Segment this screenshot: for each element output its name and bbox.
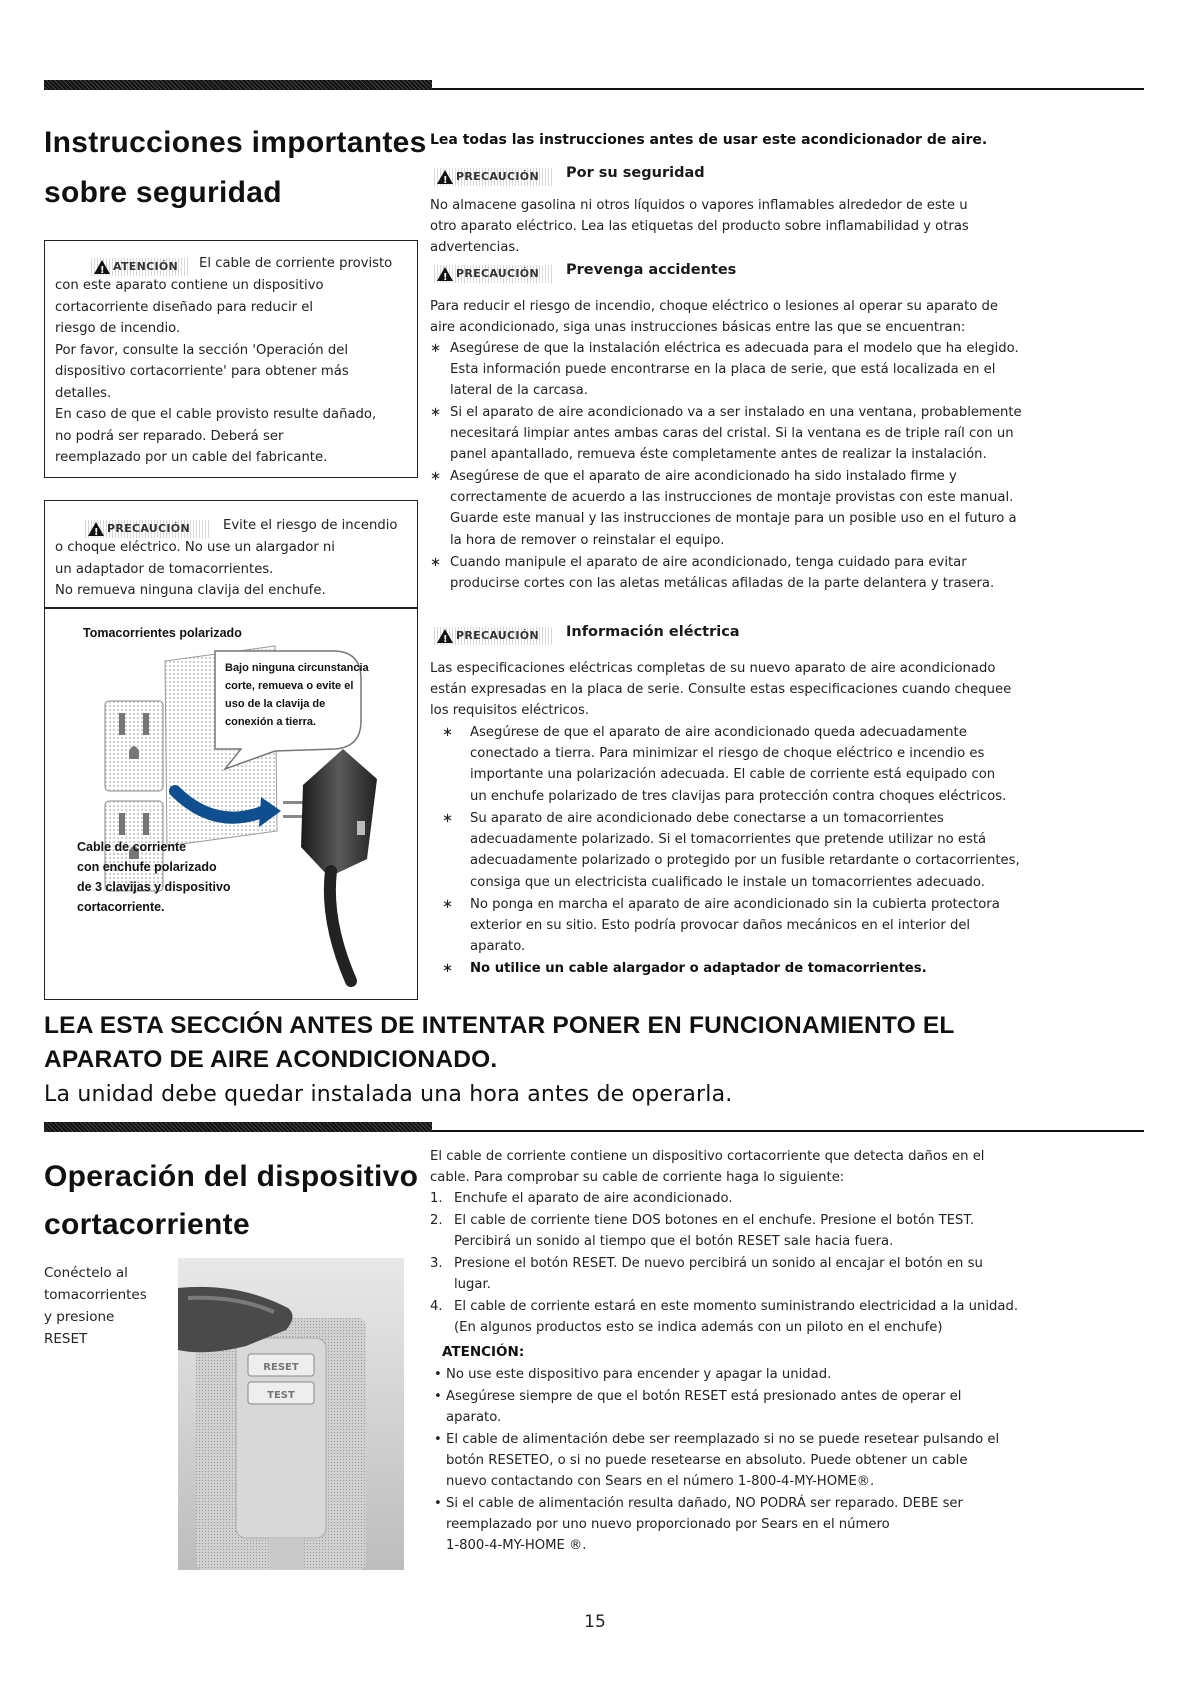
section-title-seguridad-line1: Instrucciones importantes xyxy=(44,126,427,159)
banner-line-1: LEA ESTA SECCIÓN ANTES DE INTENTAR PONER EN FUNCIONAMIENTO EL xyxy=(44,1012,955,1039)
precaucion-badge-1: ! PRECAUCIÓN xyxy=(85,520,211,538)
prevenga-bullet-1: ∗ Asegúrese de que la instalación eléctrica es adecuada para el modelo que ha elegido. Esta información puede encontrarse en la placa de serie, que está localizada en el lateral de la carcasa. xyxy=(430,341,1019,399)
prevenga-intro: Para reducir el riesgo de incendio, choque eléctrico o lesiones al operar su aparato de aire acondicionado, siga unas instrucciones básicas entre las que se encuentran: xyxy=(430,299,998,336)
precaucion-box-text: ! PRECAUCIÓN Evite el riesgo de incendio o choque eléctrico. No use un alargador ni un adaptador de tomacorrientes. No remueva ninguna clavija del enchufe. xyxy=(55,515,411,602)
precaucion-badge-3: ! PRECAUCIÓN xyxy=(434,265,552,283)
warning-icon xyxy=(437,170,453,184)
mid-rule xyxy=(44,1122,1144,1132)
prevenga-bullet-4: ∗ Cuando manipule el aparato de aire acondicionado, tenga cuidado para evitar producirse cortes con las aletas metálicas afiladas de la parte delantera y trasera. xyxy=(430,555,995,592)
info-electrica-bullet-2: ∗ Su aparato de aire acondicionado debe conectarse a un tomacorrientes adecuadamente polarizado. Si el tomacorrientes que pretende utilizar no está adecuadamente polarizado o protegido por un fusible retardante o cortacorrientes, consiga que un electricista cualificado le instale un tomacorrientes adecuado. xyxy=(442,811,1020,890)
section-title-cortacorriente-line1: Operación del dispositivo xyxy=(44,1160,419,1193)
top-rule xyxy=(44,80,1144,90)
cortacorriente-intro: El cable de corriente contiene un dispositivo cortacorriente que detecta daños en el cable. Para comprobar su cable de corriente haga lo siguiente: xyxy=(430,1149,985,1186)
step-2: 2. El cable de corriente tiene DOS botones en el enchufe. Presione el botón TEST. Percibirá un sonido al tiempo que el botón RESET sale hacia fuera. xyxy=(430,1213,975,1250)
bubble-line-1: Bajo ninguna circunstancia xyxy=(225,662,369,674)
atencion-bullet-2: • Asegúrese siempre de que el botón RESET está presionado antes de operar el aparato. xyxy=(434,1389,962,1426)
step-3: 3. Presione el botón RESET. De nuevo percibirá un sonido al encajar el botón en su lugar. xyxy=(430,1256,983,1293)
atencion-bullet-3: • El cable de alimentación debe ser reemplazado si no se puede resetear pulsando el botón RESETEO, o si no puede resetearse en absoluto. Puede obtener un cable nuevo contactando con Sears en el número 1-800-4-MY-HOME®. xyxy=(434,1432,1000,1490)
atencion-bullet-4: • Si el cable de alimentación resulta dañado, NO PODRÁ ser reparado. DEBE ser reemplazado por uno nuevo proporcionado por Sears en el número 1-800-4-MY-HOME ®. xyxy=(434,1496,963,1554)
cable-caption-4: cortacorriente. xyxy=(77,900,165,914)
photo-caption: Conéctelo al tomacorrientes y presione RESET xyxy=(44,1265,147,1347)
photo-reset-label: RESET xyxy=(263,1362,299,1373)
atencion-box-text: ! ATENCIÓN El cable de corriente provisto con este aparato contiene un dispositivo cortacorriente diseñado para reducir el riesgo de incendio. Por favor, consulte la sección 'Operación del dispositivo cortacorriente' para obtener más detalles. En caso de que el cable provisto resulte dañado, no podrá ser reparado. Deberá ser reemplazado por un cable del fabricante. xyxy=(55,253,407,469)
bubble-line-4: conexión a tierra. xyxy=(225,716,317,728)
precaucion-badge-2: ! PRECAUCIÓN xyxy=(434,168,552,186)
warning-icon xyxy=(88,522,104,536)
photo-test-label: TEST xyxy=(267,1390,295,1401)
warning-icon xyxy=(437,267,453,281)
info-electrica-heading: ! PRECAUCIÓN Información eléctrica xyxy=(434,624,740,645)
atencion-badge: ! ATENCIÓN xyxy=(91,258,189,276)
step-4: 4. El cable de corriente estará en este momento suministrando electricidad a la unidad. (En algunos productos esto se indica además con un piloto en el enchufe) xyxy=(430,1299,1019,1336)
cable-caption-3: de 3 clavijas y dispositivo xyxy=(77,880,231,894)
info-electrica-intro: Las especificaciones eléctricas completas de su nuevo aparato de aire acondicionado están expresadas en la placa de serie. Consulte estas especificaciones cuando chequee los requisitos eléctricos. xyxy=(430,661,1012,719)
section-title-seguridad-line2: sobre seguridad xyxy=(44,176,282,209)
info-electrica-bullet-1: ∗ Asegúrese de que el aparato de aire acondicionado queda adecuadamente conectado a tierra. Para minimizar el riesgo de choque eléctrico e incendio es importante una polarización adecuada. El cable de corriente está equipado con un enchufe polarizado de tres clavijas para protección contra choques eléctricos. xyxy=(442,725,1007,804)
prevenga-heading: ! PRECAUCIÓN Prevenga accidentes xyxy=(434,262,736,283)
atencion-bullet-1: • No use este dispositivo para encender y apagar la unidad. xyxy=(434,1367,832,1382)
por-su-seguridad-heading: ! PRECAUCIÓN Por su seguridad xyxy=(434,165,705,186)
bubble-line-3: uso de la clavija de xyxy=(225,698,326,710)
warning-icon xyxy=(94,260,110,274)
precaucion-badge-4: ! PRECAUCIÓN xyxy=(434,627,552,645)
info-electrica-bullet-3: ∗ No ponga en marcha el aparato de aire acondicionado sin la cubierta protectora exterior en su sitio. Esto podría provocar daños mecánicos en el interior del aparato. xyxy=(442,897,1000,955)
prevenga-bullet-2: ∗ Si el aparato de aire acondicionado va a ser instalado en una ventana, probablemente necesitará limpiar antes ambas caras del cristal. Si la ventana es de triple raíl con un panel apantallado, remueva éste completamente antes de realizar la instalación. xyxy=(430,405,1022,463)
warning-icon xyxy=(437,629,453,643)
step-1: 1. Enchufe el aparato de aire acondicionado. xyxy=(430,1191,733,1206)
banner-line-2: APARATO DE AIRE ACONDICIONADO. xyxy=(44,1046,498,1073)
cable-caption-1: Cable de corriente xyxy=(77,840,187,854)
precaucion-box xyxy=(44,500,418,1000)
reset-plug-photo xyxy=(178,1258,404,1570)
atencion-heading: ATENCIÓN: xyxy=(442,1344,525,1360)
section-title-cortacorriente-line2: cortacorriente xyxy=(44,1208,250,1241)
prevenga-bullet-3: ∗ Asegúrese de que el aparato de aire acondicionado ha sido instalado firme y correctamente de acuerdo a las instrucciones de montaje provistas con este manual. Guarde este manual y las instrucciones de montaje para un posible uso en el futuro a la hora de remover o reinstalar el equipo. xyxy=(430,469,1017,548)
bubble-line-2: corte, remueva o evite el xyxy=(225,680,354,692)
outlet-plug-illustration xyxy=(45,641,417,996)
atencion-box xyxy=(44,240,418,478)
por-su-seguridad-text: No almacene gasolina ni otros líquidos o vapores inflamables alrededor de este u otro aparato eléctrico. Lea las etiquetas del producto sobre inflamabilidad y otras advertencias. xyxy=(430,198,969,256)
page-number: 15 xyxy=(584,1612,606,1632)
info-electrica-bullet-4: ∗ No utilice un cable alargador o adaptador de tomacorrientes. xyxy=(442,961,927,976)
banner-subtitle: La unidad debe quedar instalada una hora antes de operarla. xyxy=(44,1082,733,1107)
cable-caption-2: con enchufe polarizado xyxy=(77,860,217,874)
read-all-heading: Lea todas las instrucciones antes de usar este acondicionador de aire. xyxy=(430,132,988,148)
illus-title: Tomacorrientes polarizado xyxy=(83,626,242,640)
